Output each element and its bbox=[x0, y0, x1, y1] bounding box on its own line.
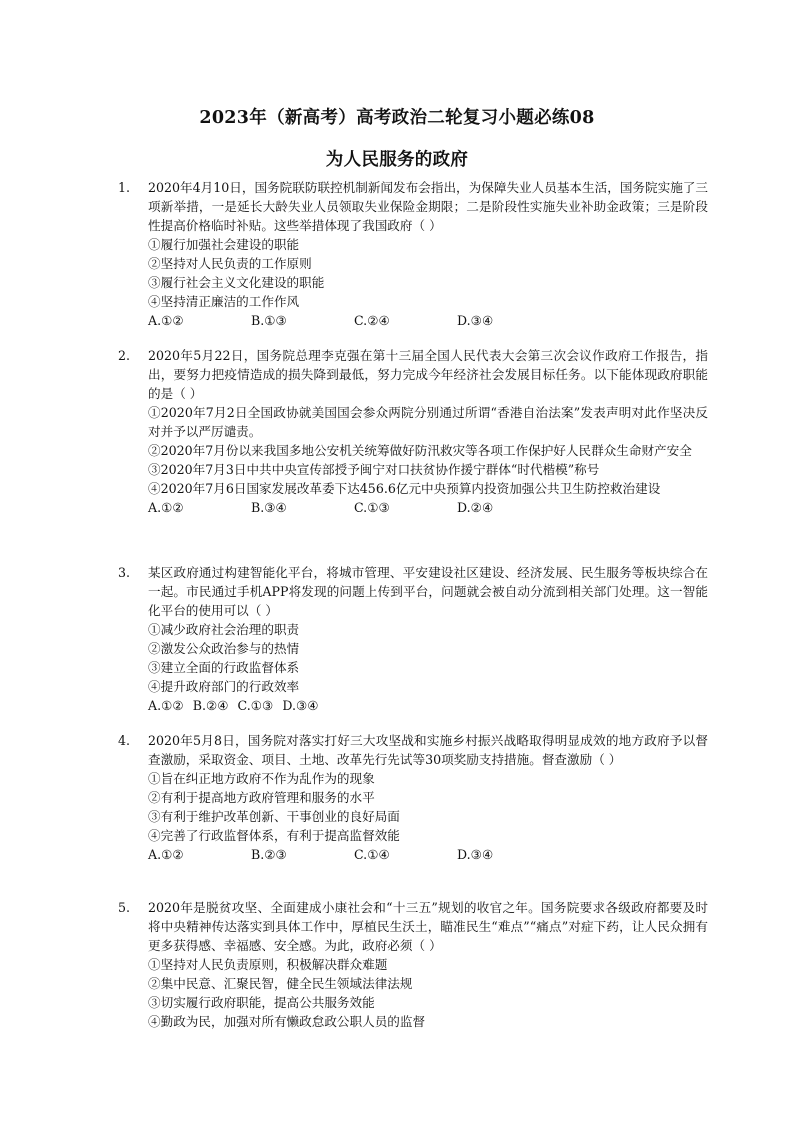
choice-b: B.③④ bbox=[251, 500, 287, 515]
choice-b: B.②③ bbox=[251, 847, 287, 862]
option-item: ①坚持对人民负责原则，积极解决群众难题 bbox=[148, 957, 388, 972]
choice-c: C.①④ bbox=[354, 847, 390, 862]
question-5 bbox=[118, 898, 708, 1031]
choice-a: A.①② bbox=[148, 847, 184, 862]
option-item: ②有利于提高地方政府管理和服务的水平 bbox=[148, 790, 375, 805]
option-item: ③有利于维护改革创新、干事创业的良好局面 bbox=[148, 809, 400, 824]
choice-d: D.②④ bbox=[457, 500, 494, 515]
option-item: ④2020年7月6日国家发展改革委下达456.6亿元中央预算内投资加强公共卫生防控救治建设 bbox=[148, 481, 661, 496]
choice-b: B.①③ bbox=[251, 313, 287, 328]
option-item: ④提升政府部门的行政效率 bbox=[148, 679, 300, 694]
choice-c: C.①③ bbox=[354, 500, 390, 515]
option-item: ③2020年7月3日中共中央宣传部授予闽宁对口扶贫协作援宁群体“时代楷模”称号 bbox=[148, 462, 600, 477]
question-number: 1. bbox=[118, 180, 131, 195]
option-item: ①减少政府社会治理的职责 bbox=[148, 622, 300, 637]
question-1 bbox=[118, 178, 708, 330]
choice-d: D.③④ bbox=[282, 698, 319, 713]
choice-c: C.②④ bbox=[354, 313, 390, 328]
option-item: ①履行加强社会建设的职能 bbox=[148, 237, 300, 252]
choice-d: D.③④ bbox=[457, 313, 494, 328]
option-item: ①旨在纠正地方政府不作为乱作为的现象 bbox=[148, 771, 375, 786]
question-text: 2020年5月8日，国务院对落实打好三大攻坚战和实施乡村振兴战略取得明显成效的地方政府予以督查激励，采取资金、项目、土地、改革先行先试等30项奖励支持措施。督查激励（ ） bbox=[148, 733, 708, 767]
answer-choices bbox=[118, 498, 708, 517]
question-text: 2020年是脱贫攻坚、全面建成小康社会和“十三五”规划的收官之年。国务院要求各级政府都要及时将中央精神传达落实到具体工作中，厚植民生沃土，瞄准民生“难点”“痛点”对症下药，让人民众拥有更多获得感、幸福感、安全感。为此，政府必须（ ） bbox=[148, 900, 708, 953]
question-text: 某区政府通过构建智能化平台，将城市管理、平安建设社区建设、经济发展、民生服务等板块综合在一起。市民通过手机APP将发现的问题上传到平台，问题就会被自动分流到相关部门处理。这一智能化平台的使用可以（ ） bbox=[148, 565, 708, 618]
option-item: ④勤政为民，加强对所有懒政怠政公职人员的监督 bbox=[148, 1014, 426, 1029]
answer-choices bbox=[118, 845, 708, 864]
answer-choices bbox=[118, 696, 708, 715]
question-number: 3. bbox=[118, 565, 131, 580]
option-item: ④完善了行政监督体系，有利于提高监督效能 bbox=[148, 828, 400, 843]
option-item: ④坚持清正廉洁的工作作风 bbox=[148, 294, 300, 309]
question-stem bbox=[118, 731, 708, 769]
question-4 bbox=[118, 731, 708, 864]
option-item: ②坚持对人民负责的工作原则 bbox=[148, 256, 312, 271]
question-number: 2. bbox=[118, 348, 131, 363]
answer-choices bbox=[118, 311, 708, 330]
page-title: 2023年（新高考）高考政治二轮复习小题必练08 bbox=[199, 108, 595, 128]
choice-c: C.①③ bbox=[237, 698, 274, 713]
option-item: ②激发公众政治参与的热情 bbox=[148, 641, 300, 656]
question-stem bbox=[118, 346, 708, 403]
option-item: ②2020年7月份以来我国多地公安机关统筹做好防汛救灾等各项工作保护好人民群众生命财产安全 bbox=[148, 443, 692, 458]
option-item: ①2020年7月2日全国政协就美国国会参众两院分别通过所谓“香港自治法案”发表声明对此作坚决反对并予以严厉谴责。 bbox=[148, 405, 708, 439]
question-text: 2020年5月22日，国务院总理李克强在第十三届全国人民代表大会第三次会议作政府工作报告，指出，要努力把疫情造成的损失降到最低，努力完成今年经济社会发展目标任务。以下能体现政府职能的是（ ） bbox=[148, 348, 708, 401]
option-item: ③建立全面的行政监督体系 bbox=[148, 660, 300, 675]
choice-b: B.②④ bbox=[192, 698, 229, 713]
page-subtitle: 为人民服务的政府 bbox=[325, 150, 469, 170]
option-item: ②集中民意、汇聚民智，健全民生领域法律法规 bbox=[148, 976, 413, 991]
choice-a: A.①② bbox=[148, 313, 184, 328]
question-stem bbox=[118, 178, 708, 235]
question-stem bbox=[118, 563, 708, 620]
question-3 bbox=[118, 563, 708, 715]
choice-a: A.①② bbox=[148, 500, 184, 515]
question-text: 2020年4月10日，国务院联防联控机制新闻发布会指出，为保障失业人员基本生活，国务院实施了三项新举措，一是延长大龄失业人员领取失业保险金期限；二是阶段性实施失业补助金政策；三是阶段性提高价格临时补贴。这些举措体现了我国政府（ ） bbox=[148, 180, 708, 233]
question-stem bbox=[118, 898, 708, 955]
option-item: ③切实履行政府职能，提高公共服务效能 bbox=[148, 995, 375, 1010]
option-item: ③履行社会主义文化建设的职能 bbox=[148, 275, 325, 290]
choice-d: D.③④ bbox=[457, 847, 494, 862]
question-number: 5. bbox=[118, 900, 131, 915]
question-number: 4. bbox=[118, 733, 131, 748]
question-2 bbox=[118, 346, 708, 517]
choice-a: A.①② bbox=[148, 698, 184, 713]
